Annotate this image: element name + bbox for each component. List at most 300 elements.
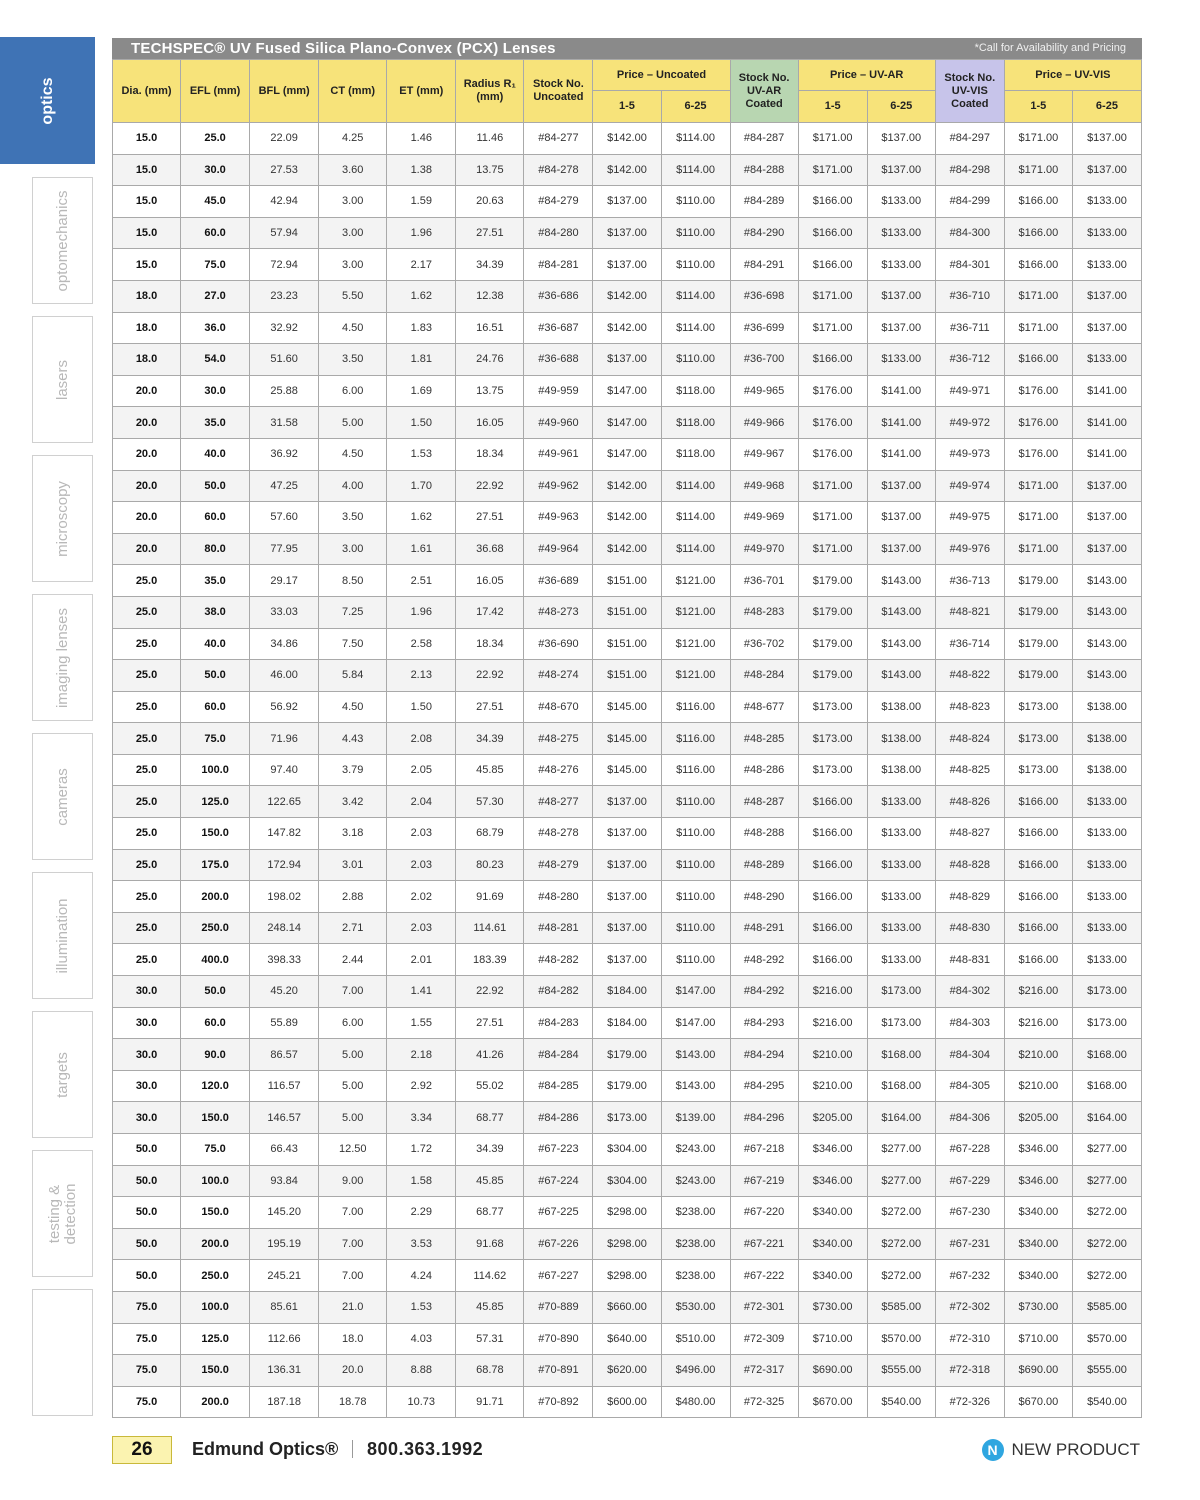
table-row xyxy=(113,1386,1142,1418)
cell-price-uvar-6-25: $141.00 xyxy=(867,438,935,470)
cell-price-uvvis-6-25: $133.00 xyxy=(1072,249,1141,281)
cell-price-uvvis-1-5: $176.00 xyxy=(1004,438,1072,470)
cell-price-uncoated-6-25: $510.00 xyxy=(661,1323,730,1355)
cell-stock-uvar: #67-218 xyxy=(730,1134,798,1166)
cell-stock-uvvis: #48-828 xyxy=(935,849,1004,881)
cell-stock-uncoated: #48-282 xyxy=(524,944,593,976)
cell-bfl: 51.60 xyxy=(250,344,319,376)
cell-dia: 75.0 xyxy=(113,1291,181,1323)
cell-radius: 13.75 xyxy=(456,154,524,186)
cell-stock-uvvis: #84-306 xyxy=(935,1102,1004,1134)
table-row xyxy=(113,375,1142,407)
cell-price-uncoated-1-5: $137.00 xyxy=(593,818,661,850)
cell-et: 1.61 xyxy=(387,533,456,565)
page-number: 26 xyxy=(112,1436,172,1464)
cell-radius: 57.31 xyxy=(456,1323,524,1355)
cell-dia: 50.0 xyxy=(113,1165,181,1197)
cell-stock-uncoated: #84-281 xyxy=(524,249,593,281)
cell-price-uvvis-1-5: $166.00 xyxy=(1004,786,1072,818)
cell-price-uvar-1-5: $340.00 xyxy=(798,1197,867,1229)
cell-stock-uncoated: #84-283 xyxy=(524,1007,593,1039)
cell-price-uvar-1-5: $166.00 xyxy=(798,849,867,881)
cell-stock-uvvis: #49-974 xyxy=(935,470,1004,502)
cell-price-uvar-6-25: $141.00 xyxy=(867,375,935,407)
table-row xyxy=(113,1291,1142,1323)
cell-price-uncoated-1-5: $151.00 xyxy=(593,596,661,628)
cell-stock-uvvis: #48-821 xyxy=(935,596,1004,628)
cell-price-uvvis-1-5: $171.00 xyxy=(1004,280,1072,312)
cell-stock-uvvis: #49-971 xyxy=(935,375,1004,407)
cell-price-uvar-6-25: $133.00 xyxy=(867,344,935,376)
cell-price-uvar-6-25: $137.00 xyxy=(867,154,935,186)
sidebar-tab-label: optomechanics xyxy=(53,190,71,291)
cell-price-uncoated-1-5: $298.00 xyxy=(593,1228,661,1260)
table-row xyxy=(113,1102,1142,1134)
cell-stock-uncoated: #49-961 xyxy=(524,438,593,470)
cell-et: 2.17 xyxy=(387,249,456,281)
cell-stock-uncoated: #70-889 xyxy=(524,1291,593,1323)
cell-price-uvvis-6-25: $133.00 xyxy=(1072,849,1141,881)
sidebar-tab-imaging-lenses[interactable] xyxy=(32,594,93,721)
cell-et: 1.53 xyxy=(387,1291,456,1323)
cell-price-uvar-1-5: $176.00 xyxy=(798,438,867,470)
cell-bfl: 146.57 xyxy=(250,1102,319,1134)
cell-price-uncoated-1-5: $147.00 xyxy=(593,375,661,407)
cell-price-uvar-6-25: $133.00 xyxy=(867,249,935,281)
cell-stock-uvvis: #67-229 xyxy=(935,1165,1004,1197)
cell-efl: 150.0 xyxy=(181,1197,250,1229)
cell-price-uvvis-6-25: $272.00 xyxy=(1072,1197,1141,1229)
page-footer xyxy=(112,1436,1142,1466)
cell-price-uvvis-1-5: $173.00 xyxy=(1004,691,1072,723)
cell-price-uvvis-1-5: $176.00 xyxy=(1004,407,1072,439)
cell-price-uvvis-6-25: $137.00 xyxy=(1072,154,1141,186)
cell-efl: 60.0 xyxy=(181,502,250,534)
cell-stock-uncoated: #67-224 xyxy=(524,1165,593,1197)
cell-price-uncoated-6-25: $121.00 xyxy=(661,660,730,692)
new-product-label: NEW PRODUCT xyxy=(1011,1440,1140,1459)
cell-price-uncoated-6-25: $147.00 xyxy=(661,1007,730,1039)
cell-efl: 200.0 xyxy=(181,1386,250,1418)
cell-price-uncoated-6-25: $110.00 xyxy=(661,186,730,218)
cell-price-uncoated-6-25: $143.00 xyxy=(661,1039,730,1071)
cell-price-uncoated-1-5: $137.00 xyxy=(593,344,661,376)
table-row xyxy=(113,818,1142,850)
cell-price-uvvis-6-25: $133.00 xyxy=(1072,217,1141,249)
cell-price-uncoated-6-25: $110.00 xyxy=(661,249,730,281)
sidebar-tab-optics[interactable] xyxy=(0,37,95,164)
cell-dia: 15.0 xyxy=(113,186,181,218)
sidebar-tab-label: optics xyxy=(38,76,56,125)
cell-bfl: 42.94 xyxy=(250,186,319,218)
cell-bfl: 77.95 xyxy=(250,533,319,565)
cell-price-uncoated-1-5: $142.00 xyxy=(593,470,661,502)
cell-ct: 3.00 xyxy=(319,249,387,281)
cell-price-uvar-1-5: $210.00 xyxy=(798,1039,867,1071)
cell-ct: 3.18 xyxy=(319,818,387,850)
new-product-legend xyxy=(982,1438,1140,1462)
cell-dia: 25.0 xyxy=(113,912,181,944)
cell-bfl: 85.61 xyxy=(250,1291,319,1323)
cell-ct: 18.78 xyxy=(319,1386,387,1418)
cell-et: 2.08 xyxy=(387,723,456,755)
sidebar-tab-label: cameras xyxy=(53,767,71,826)
cell-price-uvvis-6-25: $143.00 xyxy=(1072,628,1141,660)
cell-ct: 8.50 xyxy=(319,565,387,597)
cell-price-uvar-1-5: $176.00 xyxy=(798,407,867,439)
cell-stock-uncoated: #48-273 xyxy=(524,596,593,628)
cell-stock-uvar: #49-968 xyxy=(730,470,798,502)
header-qty-1-5: 1-5 xyxy=(1004,91,1072,123)
cell-price-uvvis-1-5: $171.00 xyxy=(1004,123,1072,155)
table-row xyxy=(113,1070,1142,1102)
cell-stock-uncoated: #48-670 xyxy=(524,691,593,723)
table-row xyxy=(113,154,1142,186)
cell-dia: 15.0 xyxy=(113,217,181,249)
cell-price-uvar-1-5: $166.00 xyxy=(798,881,867,913)
cell-stock-uvar: #49-967 xyxy=(730,438,798,470)
cell-bfl: 93.84 xyxy=(250,1165,319,1197)
cell-price-uvvis-1-5: $210.00 xyxy=(1004,1039,1072,1071)
cell-stock-uvar: #72-301 xyxy=(730,1291,798,1323)
new-product-icon: N xyxy=(982,1439,1004,1461)
cell-price-uncoated-1-5: $184.00 xyxy=(593,976,661,1008)
cell-efl: 75.0 xyxy=(181,1134,250,1166)
cell-price-uvar-1-5: $690.00 xyxy=(798,1355,867,1387)
cell-ct: 3.00 xyxy=(319,186,387,218)
cell-stock-uvar: #49-966 xyxy=(730,407,798,439)
cell-radius: 45.85 xyxy=(456,1291,524,1323)
cell-dia: 50.0 xyxy=(113,1197,181,1229)
cell-price-uvvis-1-5: $166.00 xyxy=(1004,249,1072,281)
cell-price-uncoated-1-5: $145.00 xyxy=(593,723,661,755)
cell-price-uncoated-6-25: $114.00 xyxy=(661,154,730,186)
cell-price-uncoated-6-25: $114.00 xyxy=(661,280,730,312)
table-row xyxy=(113,280,1142,312)
cell-stock-uvar: #67-222 xyxy=(730,1260,798,1292)
cell-radius: 91.68 xyxy=(456,1228,524,1260)
cell-bfl: 245.21 xyxy=(250,1260,319,1292)
cell-bfl: 57.94 xyxy=(250,217,319,249)
cell-dia: 30.0 xyxy=(113,1007,181,1039)
table-row xyxy=(113,312,1142,344)
cell-efl: 150.0 xyxy=(181,1102,250,1134)
cell-stock-uvar: #84-294 xyxy=(730,1039,798,1071)
cell-ct: 3.00 xyxy=(319,533,387,565)
cell-et: 8.88 xyxy=(387,1355,456,1387)
table-row xyxy=(113,1355,1142,1387)
cell-stock-uvar: #84-293 xyxy=(730,1007,798,1039)
cell-price-uvar-1-5: $166.00 xyxy=(798,217,867,249)
cell-et: 4.03 xyxy=(387,1323,456,1355)
cell-price-uncoated-6-25: $530.00 xyxy=(661,1291,730,1323)
cell-price-uncoated-1-5: $304.00 xyxy=(593,1134,661,1166)
cell-price-uncoated-1-5: $600.00 xyxy=(593,1386,661,1418)
table-row xyxy=(113,596,1142,628)
cell-ct: 3.79 xyxy=(319,754,387,786)
cell-price-uvar-6-25: $164.00 xyxy=(867,1102,935,1134)
cell-stock-uvvis: #84-299 xyxy=(935,186,1004,218)
table-row xyxy=(113,217,1142,249)
header-stock-uvvis: Stock No. UV-VIS Coated xyxy=(935,60,1004,123)
cell-price-uvar-6-25: $141.00 xyxy=(867,407,935,439)
cell-price-uvvis-6-25: $168.00 xyxy=(1072,1039,1141,1071)
cell-price-uncoated-1-5: $304.00 xyxy=(593,1165,661,1197)
sidebar-tab-blank[interactable] xyxy=(32,1289,93,1416)
cell-price-uvvis-1-5: $710.00 xyxy=(1004,1323,1072,1355)
cell-bfl: 32.92 xyxy=(250,312,319,344)
cell-price-uvvis-1-5: $340.00 xyxy=(1004,1260,1072,1292)
cell-price-uvvis-6-25: $137.00 xyxy=(1072,312,1141,344)
cell-price-uncoated-1-5: $142.00 xyxy=(593,502,661,534)
cell-radius: 12.38 xyxy=(456,280,524,312)
cell-stock-uvar: #36-700 xyxy=(730,344,798,376)
cell-price-uvvis-6-25: $173.00 xyxy=(1072,1007,1141,1039)
cell-stock-uvar: #48-677 xyxy=(730,691,798,723)
cell-stock-uvar: #48-288 xyxy=(730,818,798,850)
cell-stock-uvvis: #72-318 xyxy=(935,1355,1004,1387)
sidebar-tab-lasers[interactable] xyxy=(32,316,93,443)
cell-price-uncoated-6-25: $110.00 xyxy=(661,912,730,944)
cell-stock-uvar: #49-969 xyxy=(730,502,798,534)
cell-price-uvvis-6-25: $277.00 xyxy=(1072,1165,1141,1197)
cell-price-uvar-6-25: $138.00 xyxy=(867,691,935,723)
cell-price-uvvis-1-5: $690.00 xyxy=(1004,1355,1072,1387)
cell-price-uvvis-1-5: $205.00 xyxy=(1004,1102,1072,1134)
cell-price-uvar-1-5: $173.00 xyxy=(798,754,867,786)
cell-price-uvar-1-5: $205.00 xyxy=(798,1102,867,1134)
cell-et: 2.03 xyxy=(387,849,456,881)
cell-price-uvvis-1-5: $346.00 xyxy=(1004,1165,1072,1197)
cell-radius: 45.85 xyxy=(456,754,524,786)
cell-price-uvvis-6-25: $164.00 xyxy=(1072,1102,1141,1134)
cell-radius: 41.26 xyxy=(456,1039,524,1071)
cell-price-uncoated-1-5: $147.00 xyxy=(593,407,661,439)
cell-price-uvvis-6-25: $272.00 xyxy=(1072,1260,1141,1292)
cell-stock-uvar: #84-295 xyxy=(730,1070,798,1102)
cell-price-uvar-1-5: $171.00 xyxy=(798,502,867,534)
sidebar-tab-microscopy[interactable] xyxy=(32,455,93,582)
cell-stock-uvar: #84-288 xyxy=(730,154,798,186)
cell-price-uncoated-6-25: $238.00 xyxy=(661,1260,730,1292)
cell-price-uvvis-6-25: $137.00 xyxy=(1072,280,1141,312)
cell-price-uvvis-6-25: $540.00 xyxy=(1072,1386,1141,1418)
cell-price-uncoated-6-25: $139.00 xyxy=(661,1102,730,1134)
cell-stock-uncoated: #48-274 xyxy=(524,660,593,692)
cell-price-uvvis-6-25: $272.00 xyxy=(1072,1228,1141,1260)
cell-stock-uvvis: #48-824 xyxy=(935,723,1004,755)
cell-price-uvvis-1-5: $173.00 xyxy=(1004,754,1072,786)
cell-price-uvvis-1-5: $216.00 xyxy=(1004,1007,1072,1039)
cell-dia: 25.0 xyxy=(113,691,181,723)
cell-bfl: 71.96 xyxy=(250,723,319,755)
cell-et: 1.70 xyxy=(387,470,456,502)
cell-dia: 25.0 xyxy=(113,723,181,755)
sidebar-tab-label: targets xyxy=(53,1051,71,1098)
cell-price-uncoated-6-25: $116.00 xyxy=(661,723,730,755)
cell-price-uvar-1-5: $216.00 xyxy=(798,1007,867,1039)
cell-radius: 13.75 xyxy=(456,375,524,407)
cell-price-uncoated-1-5: $151.00 xyxy=(593,660,661,692)
cell-price-uvar-1-5: $340.00 xyxy=(798,1228,867,1260)
cell-price-uncoated-6-25: $118.00 xyxy=(661,438,730,470)
cell-price-uncoated-1-5: $142.00 xyxy=(593,280,661,312)
cell-bfl: 23.23 xyxy=(250,280,319,312)
sidebar-tab-testing-detection[interactable] xyxy=(32,1150,93,1277)
cell-efl: 175.0 xyxy=(181,849,250,881)
cell-stock-uncoated: #67-226 xyxy=(524,1228,593,1260)
footer-divider xyxy=(352,1440,353,1458)
cell-price-uvvis-6-25: $555.00 xyxy=(1072,1355,1141,1387)
header-ct: CT (mm) xyxy=(319,60,387,123)
cell-ct: 7.00 xyxy=(319,1228,387,1260)
cell-et: 1.50 xyxy=(387,691,456,723)
cell-et: 1.81 xyxy=(387,344,456,376)
cell-price-uvvis-1-5: $171.00 xyxy=(1004,470,1072,502)
cell-stock-uvar: #48-286 xyxy=(730,754,798,786)
cell-efl: 125.0 xyxy=(181,1323,250,1355)
cell-et: 2.18 xyxy=(387,1039,456,1071)
cell-ct: 4.43 xyxy=(319,723,387,755)
cell-stock-uvvis: #67-228 xyxy=(935,1134,1004,1166)
cell-price-uvar-1-5: $171.00 xyxy=(798,312,867,344)
cell-radius: 24.76 xyxy=(456,344,524,376)
cell-price-uvvis-1-5: $340.00 xyxy=(1004,1228,1072,1260)
cell-radius: 91.71 xyxy=(456,1386,524,1418)
cell-stock-uvar: #84-291 xyxy=(730,249,798,281)
cell-bfl: 195.19 xyxy=(250,1228,319,1260)
cell-stock-uncoated: #49-964 xyxy=(524,533,593,565)
cell-price-uvar-6-25: $585.00 xyxy=(867,1291,935,1323)
cell-price-uncoated-6-25: $110.00 xyxy=(661,217,730,249)
cell-et: 1.50 xyxy=(387,407,456,439)
cell-et: 1.58 xyxy=(387,1165,456,1197)
cell-et: 3.53 xyxy=(387,1228,456,1260)
cell-dia: 20.0 xyxy=(113,407,181,439)
sidebar-tab-label: testing & detection xyxy=(45,1183,79,1244)
cell-stock-uncoated: #48-276 xyxy=(524,754,593,786)
cell-stock-uvar: #84-289 xyxy=(730,186,798,218)
cell-price-uvvis-6-25: $585.00 xyxy=(1072,1291,1141,1323)
cell-stock-uvvis: #67-232 xyxy=(935,1260,1004,1292)
table-row xyxy=(113,1007,1142,1039)
cell-price-uncoated-6-25: $110.00 xyxy=(661,818,730,850)
cell-price-uvar-6-25: $143.00 xyxy=(867,596,935,628)
cell-stock-uncoated: #49-962 xyxy=(524,470,593,502)
cell-stock-uncoated: #84-279 xyxy=(524,186,593,218)
cell-dia: 50.0 xyxy=(113,1260,181,1292)
cell-radius: 34.39 xyxy=(456,723,524,755)
cell-stock-uvar: #67-219 xyxy=(730,1165,798,1197)
cell-ct: 21.0 xyxy=(319,1291,387,1323)
cell-price-uvar-1-5: $173.00 xyxy=(798,691,867,723)
cell-stock-uvar: #48-292 xyxy=(730,944,798,976)
cell-efl: 45.0 xyxy=(181,186,250,218)
sidebar-tab-illumination[interactable] xyxy=(32,872,93,999)
cell-efl: 200.0 xyxy=(181,1228,250,1260)
cell-price-uvar-1-5: $710.00 xyxy=(798,1323,867,1355)
sidebar-tab-label: illumination xyxy=(53,897,71,974)
cell-price-uvar-1-5: $166.00 xyxy=(798,912,867,944)
cell-stock-uvar: #48-289 xyxy=(730,849,798,881)
cell-price-uncoated-6-25: $480.00 xyxy=(661,1386,730,1418)
cell-stock-uvar: #36-698 xyxy=(730,280,798,312)
cell-stock-uncoated: #49-963 xyxy=(524,502,593,534)
sidebar-tab-optomechanics[interactable] xyxy=(32,177,93,304)
cell-stock-uvar: #84-290 xyxy=(730,217,798,249)
cell-price-uncoated-6-25: $143.00 xyxy=(661,1070,730,1102)
cell-price-uvvis-1-5: $166.00 xyxy=(1004,186,1072,218)
cell-stock-uvvis: #84-300 xyxy=(935,217,1004,249)
cell-stock-uvvis: #48-830 xyxy=(935,912,1004,944)
cell-radius: 18.34 xyxy=(456,438,524,470)
table-row xyxy=(113,249,1142,281)
cell-price-uncoated-6-25: $114.00 xyxy=(661,123,730,155)
cell-dia: 75.0 xyxy=(113,1386,181,1418)
cell-stock-uvvis: #48-822 xyxy=(935,660,1004,692)
cell-dia: 25.0 xyxy=(113,786,181,818)
cell-efl: 54.0 xyxy=(181,344,250,376)
cell-price-uvar-1-5: $173.00 xyxy=(798,723,867,755)
table-row xyxy=(113,1134,1142,1166)
cell-bfl: 33.03 xyxy=(250,596,319,628)
cell-ct: 3.50 xyxy=(319,344,387,376)
cell-price-uvvis-6-25: $141.00 xyxy=(1072,375,1141,407)
cell-radius: 20.63 xyxy=(456,186,524,218)
cell-price-uvvis-1-5: $173.00 xyxy=(1004,723,1072,755)
cell-stock-uncoated: #67-223 xyxy=(524,1134,593,1166)
cell-price-uncoated-1-5: $298.00 xyxy=(593,1197,661,1229)
cell-price-uvar-1-5: $179.00 xyxy=(798,596,867,628)
cell-radius: 16.05 xyxy=(456,565,524,597)
cell-price-uvar-6-25: $133.00 xyxy=(867,186,935,218)
cell-ct: 7.00 xyxy=(319,1197,387,1229)
cell-price-uvar-1-5: $210.00 xyxy=(798,1070,867,1102)
cell-price-uvvis-6-25: $168.00 xyxy=(1072,1070,1141,1102)
cell-efl: 125.0 xyxy=(181,786,250,818)
cell-ct: 2.44 xyxy=(319,944,387,976)
cell-radius: 27.51 xyxy=(456,502,524,534)
cell-dia: 75.0 xyxy=(113,1355,181,1387)
sidebar-tab-label: imaging lenses xyxy=(53,607,71,708)
cell-stock-uncoated: #48-277 xyxy=(524,786,593,818)
sidebar-tab-cameras[interactable] xyxy=(32,733,93,860)
sidebar-tab-targets[interactable] xyxy=(32,1011,93,1138)
cell-ct: 9.00 xyxy=(319,1165,387,1197)
cell-et: 1.62 xyxy=(387,502,456,534)
cell-price-uncoated-1-5: $145.00 xyxy=(593,754,661,786)
cell-bfl: 145.20 xyxy=(250,1197,319,1229)
cell-price-uvar-1-5: $670.00 xyxy=(798,1386,867,1418)
cell-stock-uvvis: #67-231 xyxy=(935,1228,1004,1260)
cell-price-uncoated-1-5: $151.00 xyxy=(593,628,661,660)
cell-et: 3.34 xyxy=(387,1102,456,1134)
cell-price-uncoated-6-25: $121.00 xyxy=(661,565,730,597)
cell-dia: 25.0 xyxy=(113,565,181,597)
cell-ct: 2.88 xyxy=(319,881,387,913)
cell-bfl: 57.60 xyxy=(250,502,319,534)
cell-ct: 4.50 xyxy=(319,438,387,470)
cell-efl: 400.0 xyxy=(181,944,250,976)
cell-price-uvar-1-5: $730.00 xyxy=(798,1291,867,1323)
phone-number: 800.363.1992 xyxy=(367,1439,484,1459)
cell-stock-uvvis: #36-714 xyxy=(935,628,1004,660)
cell-price-uvvis-6-25: $138.00 xyxy=(1072,723,1141,755)
cell-dia: 30.0 xyxy=(113,1070,181,1102)
cell-price-uvvis-6-25: $137.00 xyxy=(1072,533,1141,565)
cell-ct: 4.50 xyxy=(319,312,387,344)
table-row xyxy=(113,944,1142,976)
